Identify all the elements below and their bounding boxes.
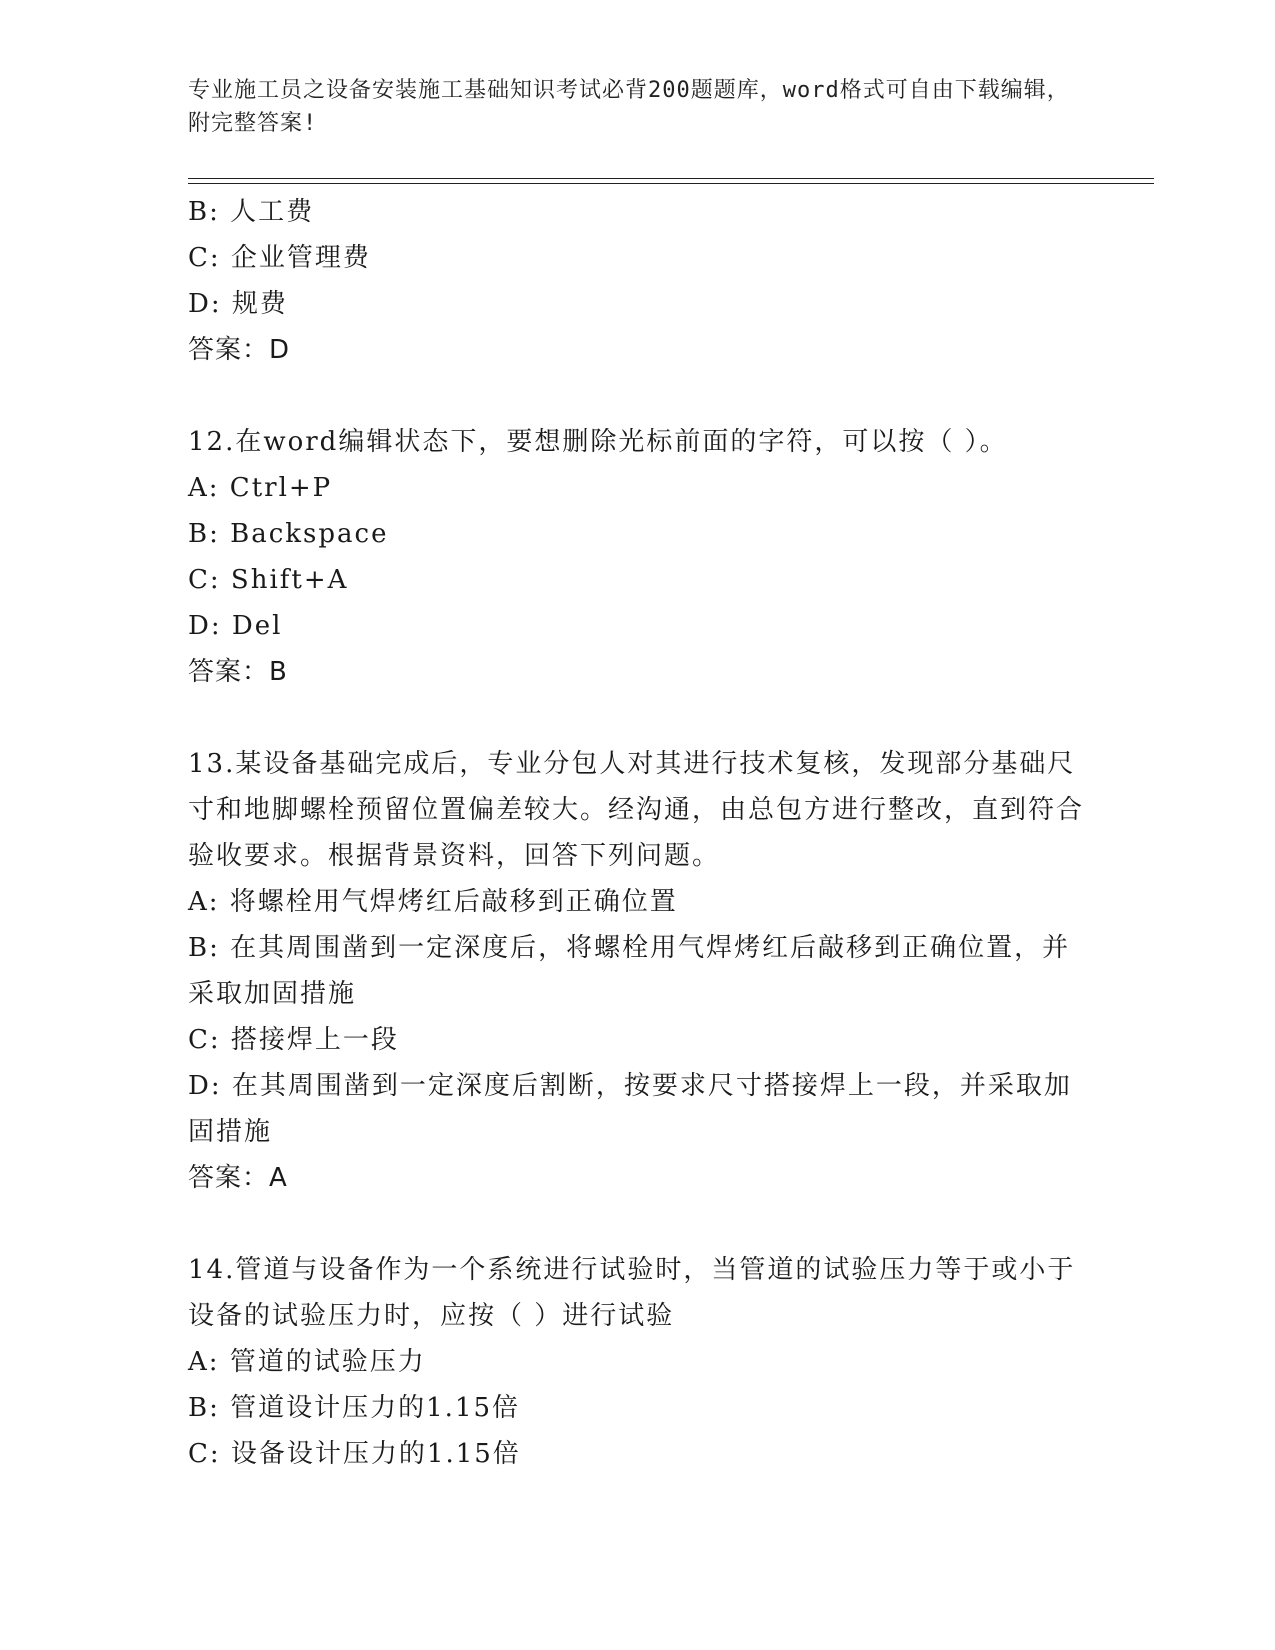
- question-stem: 13.某设备基础完成后，专业分包人对其进行技术复核，发现部分基础尺寸和地脚螺栓预留位置偏差较大。经沟通，由总包方进行整改，直到符合验收要求。根据背景资料，回答下列问题。: [188, 749, 1085, 871]
- question-block-11: [188, 189, 1088, 373]
- option-b: B: 在其周围凿到一定深度后，将螺栓用气焊烤红后敲移到正确位置，并采取加固措施: [188, 933, 1071, 1009]
- question-stem: 12.在word编辑状态下，要想删除光标前面的字符，可以按（ ）。: [188, 427, 1008, 457]
- spacer: [188, 1201, 1088, 1247]
- option-d: D: 规费: [188, 289, 288, 319]
- document-header: [188, 74, 1088, 140]
- document-body: [188, 189, 1088, 1477]
- spacer: [188, 373, 1088, 419]
- option-c: C: Shift+A: [188, 565, 349, 595]
- spacer: [188, 695, 1088, 741]
- option-c: C: 企业管理费: [188, 243, 371, 273]
- header-rule-top: [188, 178, 1154, 179]
- question-block-13: [188, 741, 1088, 1201]
- option-c: C: 设备设计压力的1.15倍: [188, 1439, 521, 1469]
- option-d: D: Del: [188, 611, 283, 641]
- option-a: A: 将螺栓用气焊烤红后敲移到正确位置: [188, 887, 678, 917]
- answer-line: 答案：A: [188, 1163, 288, 1193]
- option-d: D: 在其周围凿到一定深度后割断，按要求尺寸搭接焊上一段，并采取加固措施: [188, 1071, 1072, 1147]
- option-b: B: 人工费: [188, 197, 315, 227]
- option-a: A: Ctrl+P: [188, 473, 333, 503]
- option-a: A: 管道的试验压力: [188, 1347, 426, 1377]
- header-rule-bottom: [188, 183, 1154, 184]
- question-block-12: [188, 419, 1088, 695]
- question-stem: 14.管道与设备作为一个系统进行试验时，当管道的试验压力等于或小于设备的试验压力时，应按（ ）进行试验: [188, 1255, 1076, 1331]
- document-title: 专业施工员之设备安装施工基础知识考试必背200题题库，word格式可自由下载编辑，附完整答案!: [188, 78, 1070, 136]
- option-b: B: Backspace: [188, 519, 389, 549]
- answer-line: 答案：D: [188, 335, 291, 365]
- option-c: C: 搭接焊上一段: [188, 1025, 399, 1055]
- question-block-14: [188, 1247, 1088, 1477]
- option-b: B: 管道设计压力的1.15倍: [188, 1393, 521, 1423]
- answer-line: 答案：B: [188, 657, 288, 687]
